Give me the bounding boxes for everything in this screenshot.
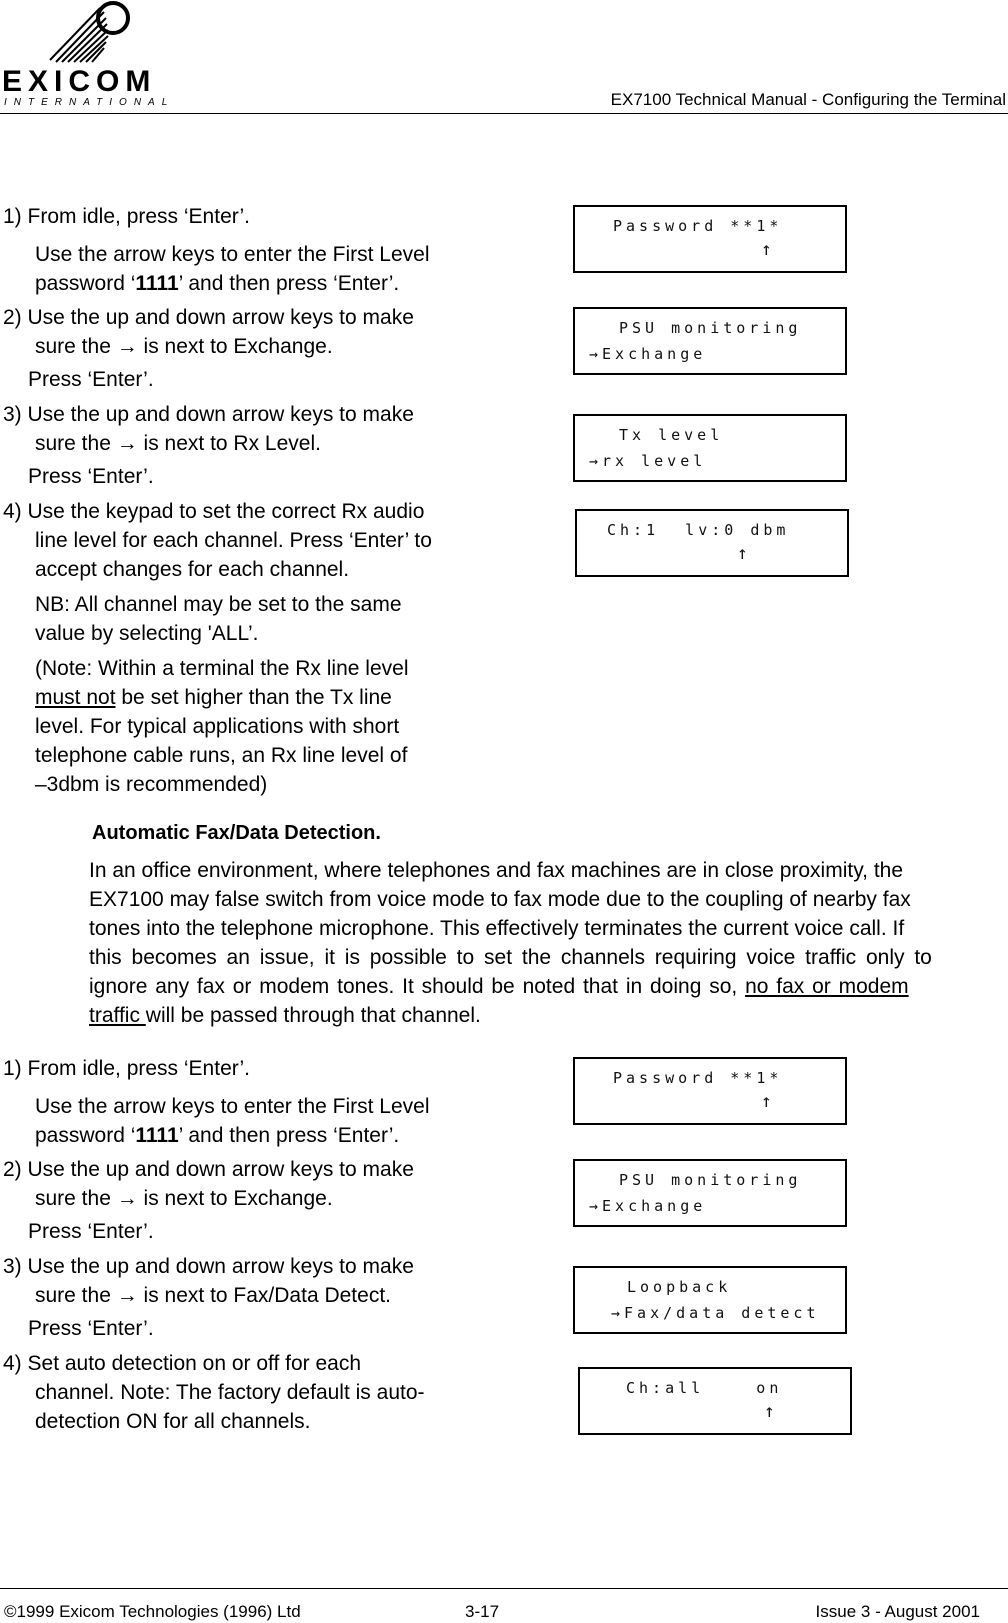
lcd-channel-level-display (575, 509, 849, 577)
step4-line1: 4) Use the keypad to set the correct Rx audio (3, 500, 425, 523)
step4-line3: accept changes for each channel. (35, 558, 350, 581)
step4-line2: line level for each channel. Press ‘Enter’ to (35, 529, 432, 552)
lcd-line1: PSU monitoring (619, 319, 802, 337)
text-span: ’ and then press ‘Enter’. (178, 1124, 400, 1147)
note-line2 (35, 683, 392, 712)
lcd-line1: Ch:1 lv:0 dbm (607, 521, 790, 539)
cursor-up-arrow-icon: ↑ (761, 1091, 772, 1112)
fax-para-line6 (89, 1001, 1004, 1030)
lcd-line2: →Fax/data detect (611, 1304, 820, 1322)
step2-line1: 2) Use the up and down arrow keys to make (3, 306, 414, 329)
emphasis-must-not: must not (35, 686, 116, 709)
lcd-psu-display (573, 307, 847, 375)
cursor-up-arrow-icon: ↑ (737, 543, 748, 564)
note-line4: telephone cable runs, an Rx line level of (35, 744, 408, 767)
step4-line3: detection ON for all channels. (35, 1410, 311, 1433)
fax-para-line4: this becomes an issue, it is possible to set the channels requiring voice traffic only to (89, 946, 932, 969)
cursor-up-arrow-icon: ↑ (761, 239, 772, 260)
step4-line2: channel. Note: The factory default is auto- (35, 1381, 425, 1404)
text-span: be set higher than the Tx line (115, 686, 392, 709)
step3-line2: sure the → is next to Rx Level. (35, 432, 321, 455)
footer-page-number: 3-17 (465, 1602, 500, 1621)
lcd-line1: PSU monitoring (619, 1171, 802, 1189)
note-line5: –3dbm is recommended) (35, 773, 268, 796)
emphasis-traffic: traffic (89, 1004, 146, 1027)
step1-line2: Use the arrow keys to enter the First Level (35, 243, 430, 266)
lcd-line1: Tx level (619, 426, 724, 444)
lcd-line2: →Exchange (589, 1197, 707, 1215)
lcd-password-display (573, 1057, 847, 1125)
step3-line3: Press ‘Enter’. (28, 465, 154, 488)
step3-line2: sure the → is next to Fax/Data Detect. (35, 1284, 391, 1307)
lcd-line1: Password **1* (613, 1069, 783, 1087)
logo-subtitle: INTERNATIONAL (4, 97, 175, 108)
note-line1: (Note: Within a terminal the Rx line level (35, 657, 409, 680)
fax-section-title: Automatic Fax/Data Detection. (92, 822, 381, 844)
fax-para-line2: EX7100 may false switch from voice mode to fax mode due to the coupling of nearby fax (89, 888, 911, 911)
note-line3: level. For typical applications with short (35, 715, 400, 738)
lcd-txlevel-display (573, 414, 847, 482)
emphasis-no-fax: no fax or modem (745, 975, 909, 998)
step2-line3: Press ‘Enter’. (28, 368, 154, 391)
footer-divider (0, 1588, 1008, 1589)
step4-line1: 4) Set auto detection on or off for each (3, 1352, 362, 1375)
lcd-loopback-display (573, 1266, 847, 1334)
step2-line3: Press ‘Enter’. (28, 1220, 154, 1243)
password-value: 1111 (135, 1124, 179, 1147)
lcd-line1: Loopback (627, 1278, 732, 1296)
text-span: password ‘ (35, 272, 136, 295)
fax-para-line5 (89, 972, 1004, 1001)
step2-line2: sure the → is next to Exchange. (35, 335, 333, 358)
lcd-line2: →Exchange (589, 345, 707, 363)
lcd-line1: Ch:all on (626, 1379, 783, 1397)
step1-line3 (35, 269, 399, 298)
exicom-logo (0, 0, 175, 112)
lcd-line2: →rx level (589, 452, 707, 470)
fax-para-line3: tones into the telephone microphone. This effectively terminates the current voice call. If (89, 917, 905, 940)
step2-line1: 2) Use the up and down arrow keys to make (3, 1158, 414, 1181)
footer-issue: Issue 3 - August 2001 (815, 1602, 980, 1621)
nb-line1: NB: All channel may be set to the same (35, 593, 402, 616)
step1-line1: 1) From idle, press ‘Enter’. (3, 1057, 251, 1080)
footer-copyright: ©1999 Exicom Technologies (1996) Ltd (4, 1602, 301, 1621)
step2-line2: sure the → is next to Exchange. (35, 1187, 333, 1210)
password-value: 1111 (135, 272, 179, 295)
step3-line1: 3) Use the up and down arrow keys to make (3, 403, 414, 426)
text-span: will be passed through that channel. (145, 1004, 481, 1027)
header-title: EX7100 Technical Manual - Configuring the Terminal (610, 90, 1006, 109)
lcd-psu-display (573, 1159, 847, 1227)
step3-line1: 3) Use the up and down arrow keys to make (3, 1255, 414, 1278)
header-divider (0, 113, 1008, 114)
step1-line1: 1) From idle, press ‘Enter’. (3, 205, 251, 228)
text-span: ’ and then press ‘Enter’. (178, 272, 400, 295)
step1-line2: Use the arrow keys to enter the First Level (35, 1095, 430, 1118)
nb-line2: value by selecting 'ALL’. (35, 622, 259, 645)
logo-wordmark: EXICOM (2, 65, 157, 98)
text-span: password ‘ (35, 1124, 136, 1147)
text-span: ignore any fax or modem tones. It should be noted that in doing so, (89, 975, 746, 998)
lcd-line1: Password **1* (613, 217, 783, 235)
fax-para-line1: In an office environment, where telephones and fax machines are in close proximity, the (89, 859, 904, 882)
step1-line3 (35, 1121, 399, 1150)
lcd-channel-detect-display (578, 1367, 852, 1435)
cursor-up-arrow-icon: ↑ (764, 1401, 775, 1422)
lcd-password-display (573, 205, 847, 273)
step3-line3: Press ‘Enter’. (28, 1317, 154, 1340)
logo-graphic-icon (40, 0, 140, 66)
